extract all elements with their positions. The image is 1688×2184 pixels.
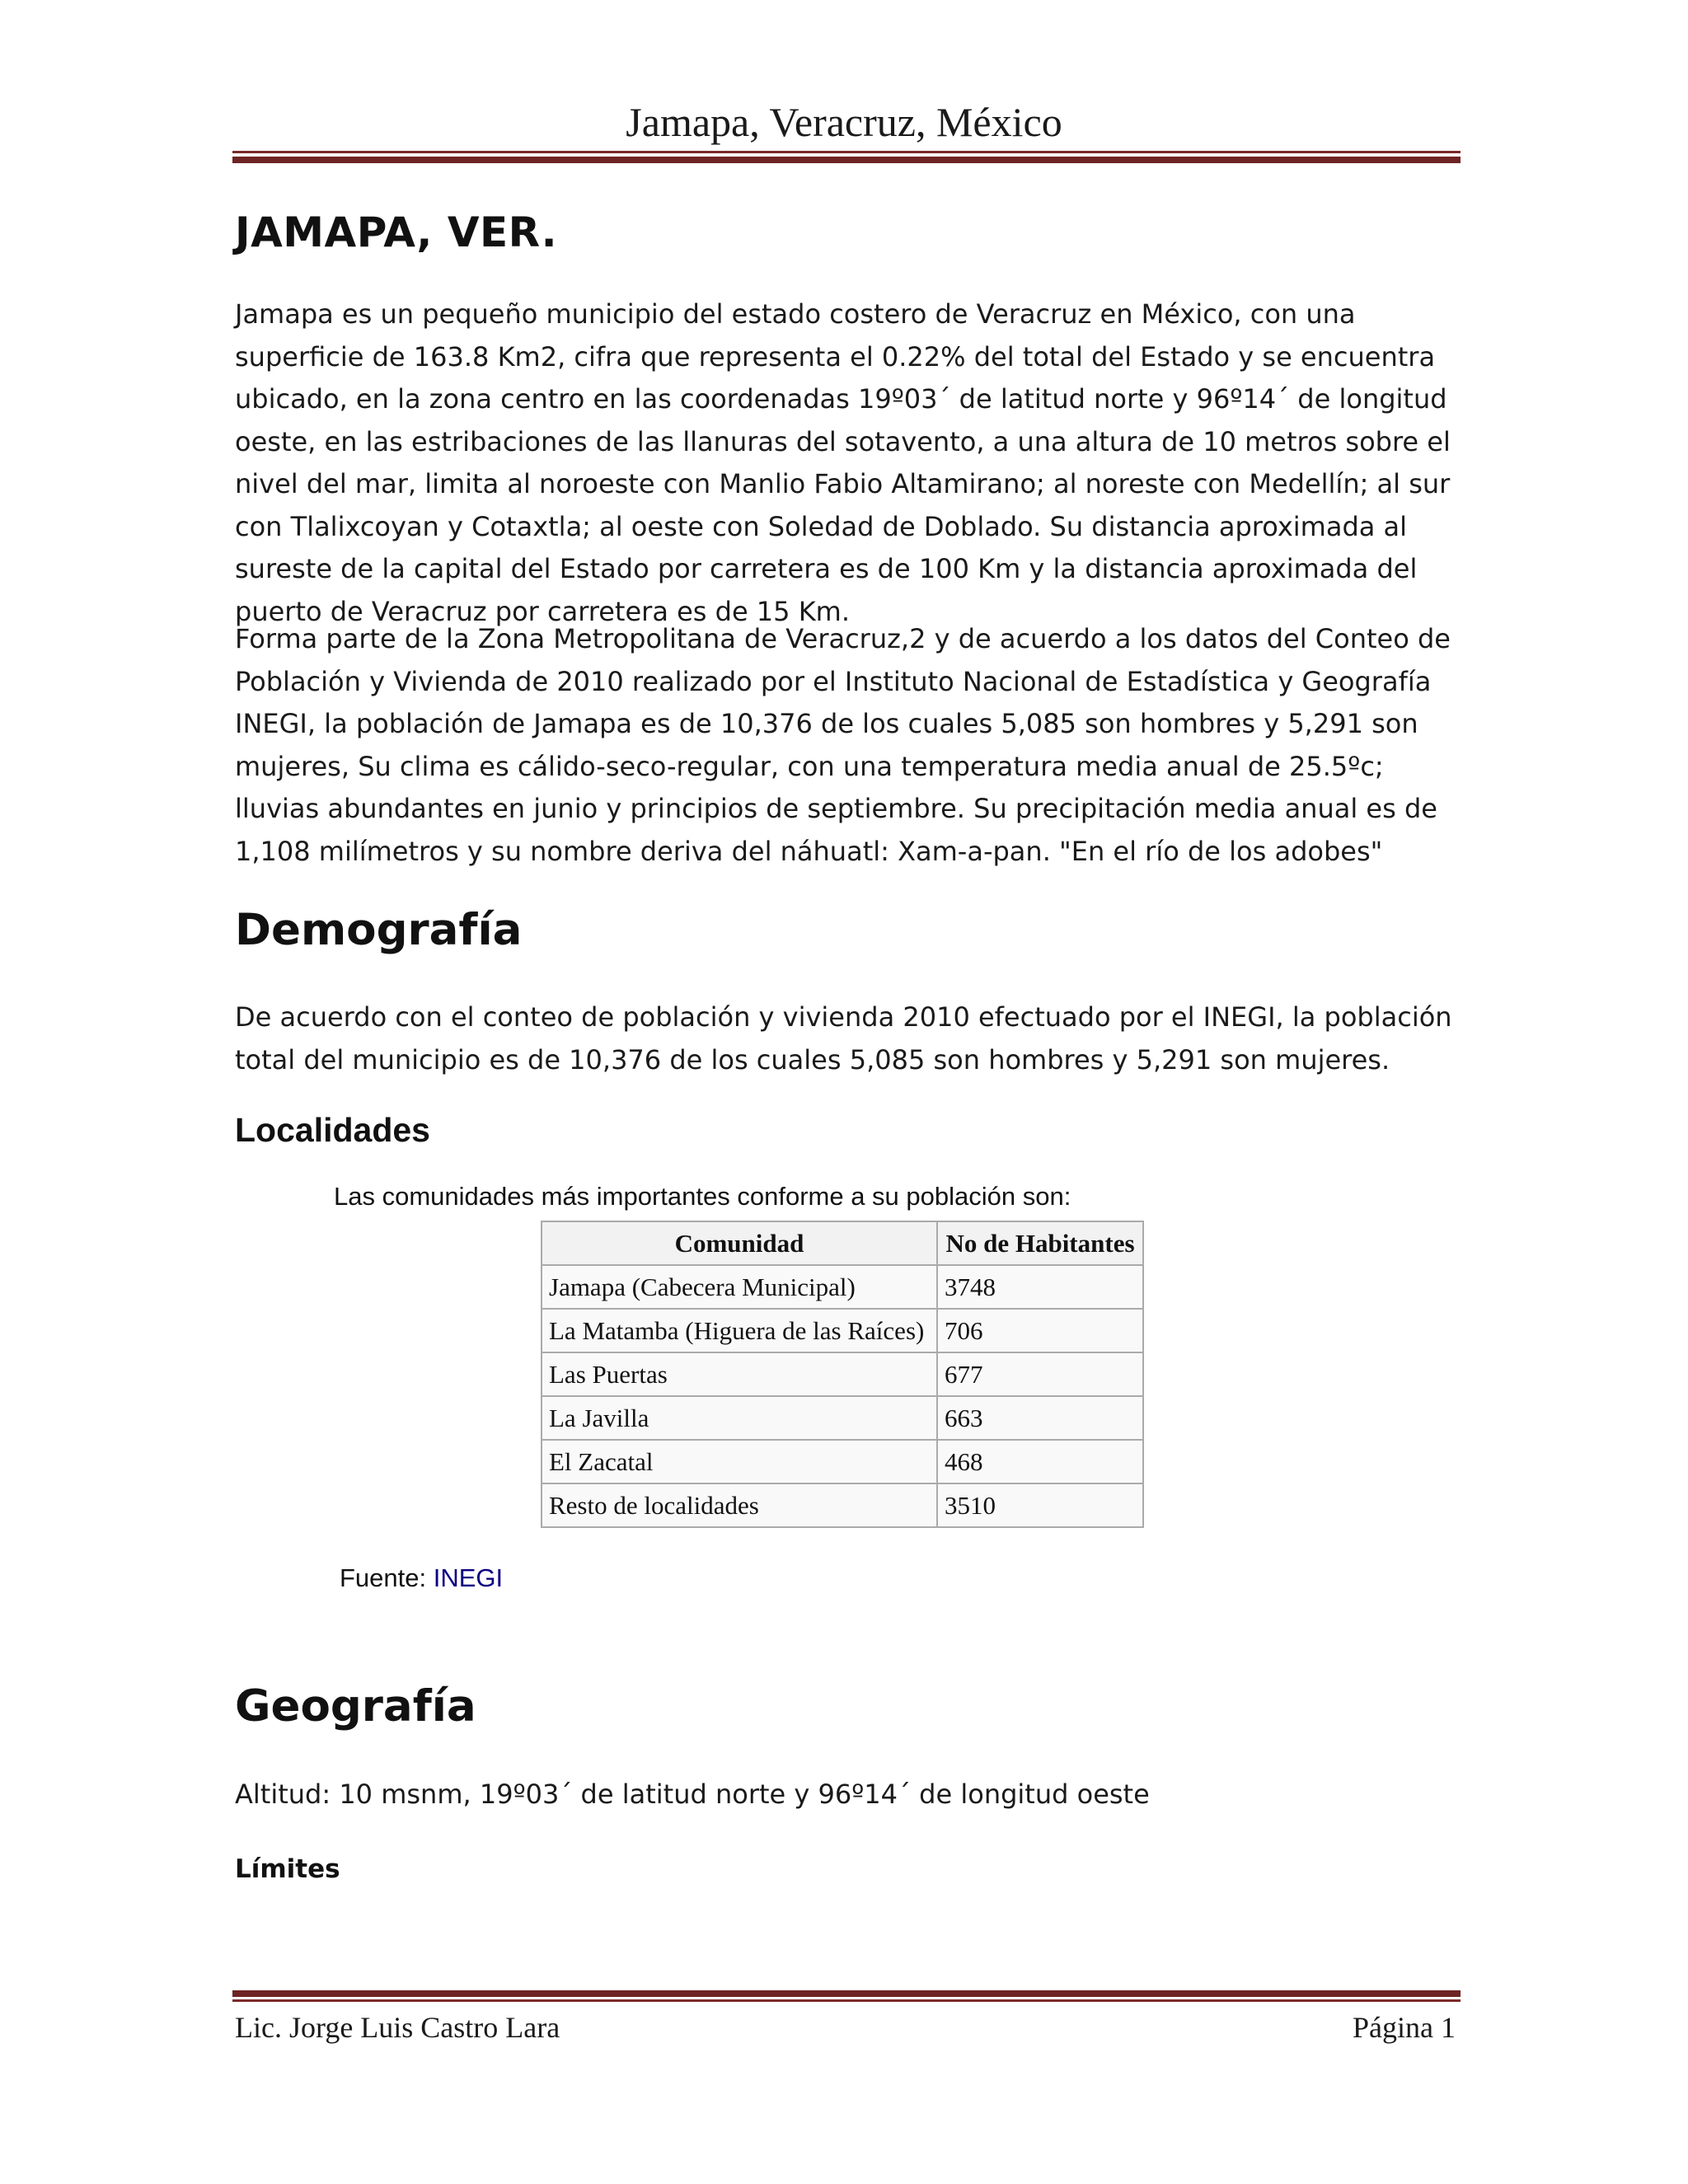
section-heading-geografia: Geografía: [235, 1681, 476, 1732]
localidades-table: [541, 1221, 1144, 1528]
table-row: [542, 1265, 1143, 1309]
table-row: [542, 1440, 1143, 1483]
table-row: [542, 1396, 1143, 1440]
footer-rule-thick: [232, 1990, 1461, 1997]
source-note: [340, 1562, 503, 1595]
demografia-paragraph: [235, 996, 1471, 1081]
table-cell-comunidad: La Matamba (Higuera de las Raíces): [542, 1309, 937, 1352]
table-cell-habitantes: 468: [937, 1440, 1143, 1483]
document-title: JAMAPA, VER.: [235, 209, 558, 256]
header-rule-thick: [232, 157, 1461, 163]
source-link-inegi[interactable]: INEGI: [433, 1563, 504, 1592]
table-header-habitantes: No de Habitantes: [937, 1221, 1143, 1265]
intro-paragraph-1-text: Jamapa es un pequeño municipio del estado costero de Veracruz en México, con una superficie de 163.8 Km2, cifra que representa el 0.22% del total del Estado y se encuentra ubicado, en la zona centro en las coordenadas 19º03´ de latitud norte y 96º14´ de longitud oeste, en las estribaciones de las llanuras del sotavento, a una altura de 10 metros sobre el nivel del mar, limita al noroeste con Manlio Fabio Altamirano; al noreste con Medellín; al sur con Tlalixcoyan y Cotaxtla; al oeste con Soledad de Doblado. Su distancia aproximada al sureste de la capital del Estado por carretera es de 100 Km y la distancia aproximada del puerto de Veracruz por carretera es de 15 Km.: [235, 298, 1451, 627]
footer-rule-thin: [232, 1999, 1461, 2002]
geografia-altitud: [235, 1774, 1471, 1816]
source-label: Fuente:: [340, 1563, 434, 1592]
footer-author: Lic. Jorge Luis Castro Lara: [235, 2011, 560, 2044]
table-cell-habitantes: 677: [937, 1352, 1143, 1396]
table-cell-habitantes: 3748: [937, 1265, 1143, 1309]
table-cell-habitantes: 663: [937, 1396, 1143, 1440]
table-cell-comunidad: La Javilla: [542, 1396, 937, 1440]
table-header-row: [542, 1221, 1143, 1265]
table-cell-comunidad: Las Puertas: [542, 1352, 937, 1396]
table-row: [542, 1352, 1143, 1396]
localidades-intro: Las comunidades más importantes conforme a su población son:: [334, 1182, 1071, 1211]
table-row: [542, 1483, 1143, 1527]
intro-paragraph-2: [235, 618, 1471, 873]
table-cell-comunidad: Resto de localidades: [542, 1483, 937, 1527]
table-cell-comunidad: El Zacatal: [542, 1440, 937, 1483]
subheading-limites: Límites: [235, 1854, 340, 1884]
table-cell-habitantes: 706: [937, 1309, 1143, 1352]
table-header-comunidad: Comunidad: [542, 1221, 937, 1265]
footer-page-number: Página 1: [1353, 2011, 1456, 2044]
table-row: [542, 1309, 1143, 1352]
demografia-paragraph-text: De acuerdo con el conteo de población y vivienda 2010 efectuado por el INEGI, la población total del municipio es de 10,376 de los cuales 5,085 son hombres y 5,291 son mujeres.: [235, 1001, 1452, 1076]
section-heading-localidades: Localidades: [235, 1111, 430, 1149]
table-cell-comunidad: Jamapa (Cabecera Municipal): [542, 1265, 937, 1309]
page-header-title: Jamapa, Veracruz, México: [626, 99, 1062, 145]
header-rule-thin: [232, 151, 1461, 153]
intro-paragraph-2-text: Forma parte de la Zona Metropolitana de Veracruz,2 y de acuerdo a los datos del Conteo de Población y Vivienda de 2010 realizado por el Instituto Nacional de Estadística y Geografía INEGI, la población de Jamapa es de 10,376 de los cuales 5,085 son hombres y 5,291 son mujeres, Su clima es cálido-seco-regular, con una temperatura media anual de 25.5ºc; lluvias abundantes en junio y principios de septiembre. Su precipitación media anual es de 1,108 milímetros y su nombre deriva del náhuatl: Xam-a-pan. "En el río de los adobes": [235, 623, 1451, 867]
intro-paragraph-1: [235, 293, 1471, 633]
section-heading-demografia: Demografía: [235, 905, 523, 955]
geografia-altitud-text: Altitud: 10 msnm, 19º03´ de latitud norte y 96º14´ de longitud oeste: [235, 1779, 1150, 1810]
table-cell-habitantes: 3510: [937, 1483, 1143, 1527]
